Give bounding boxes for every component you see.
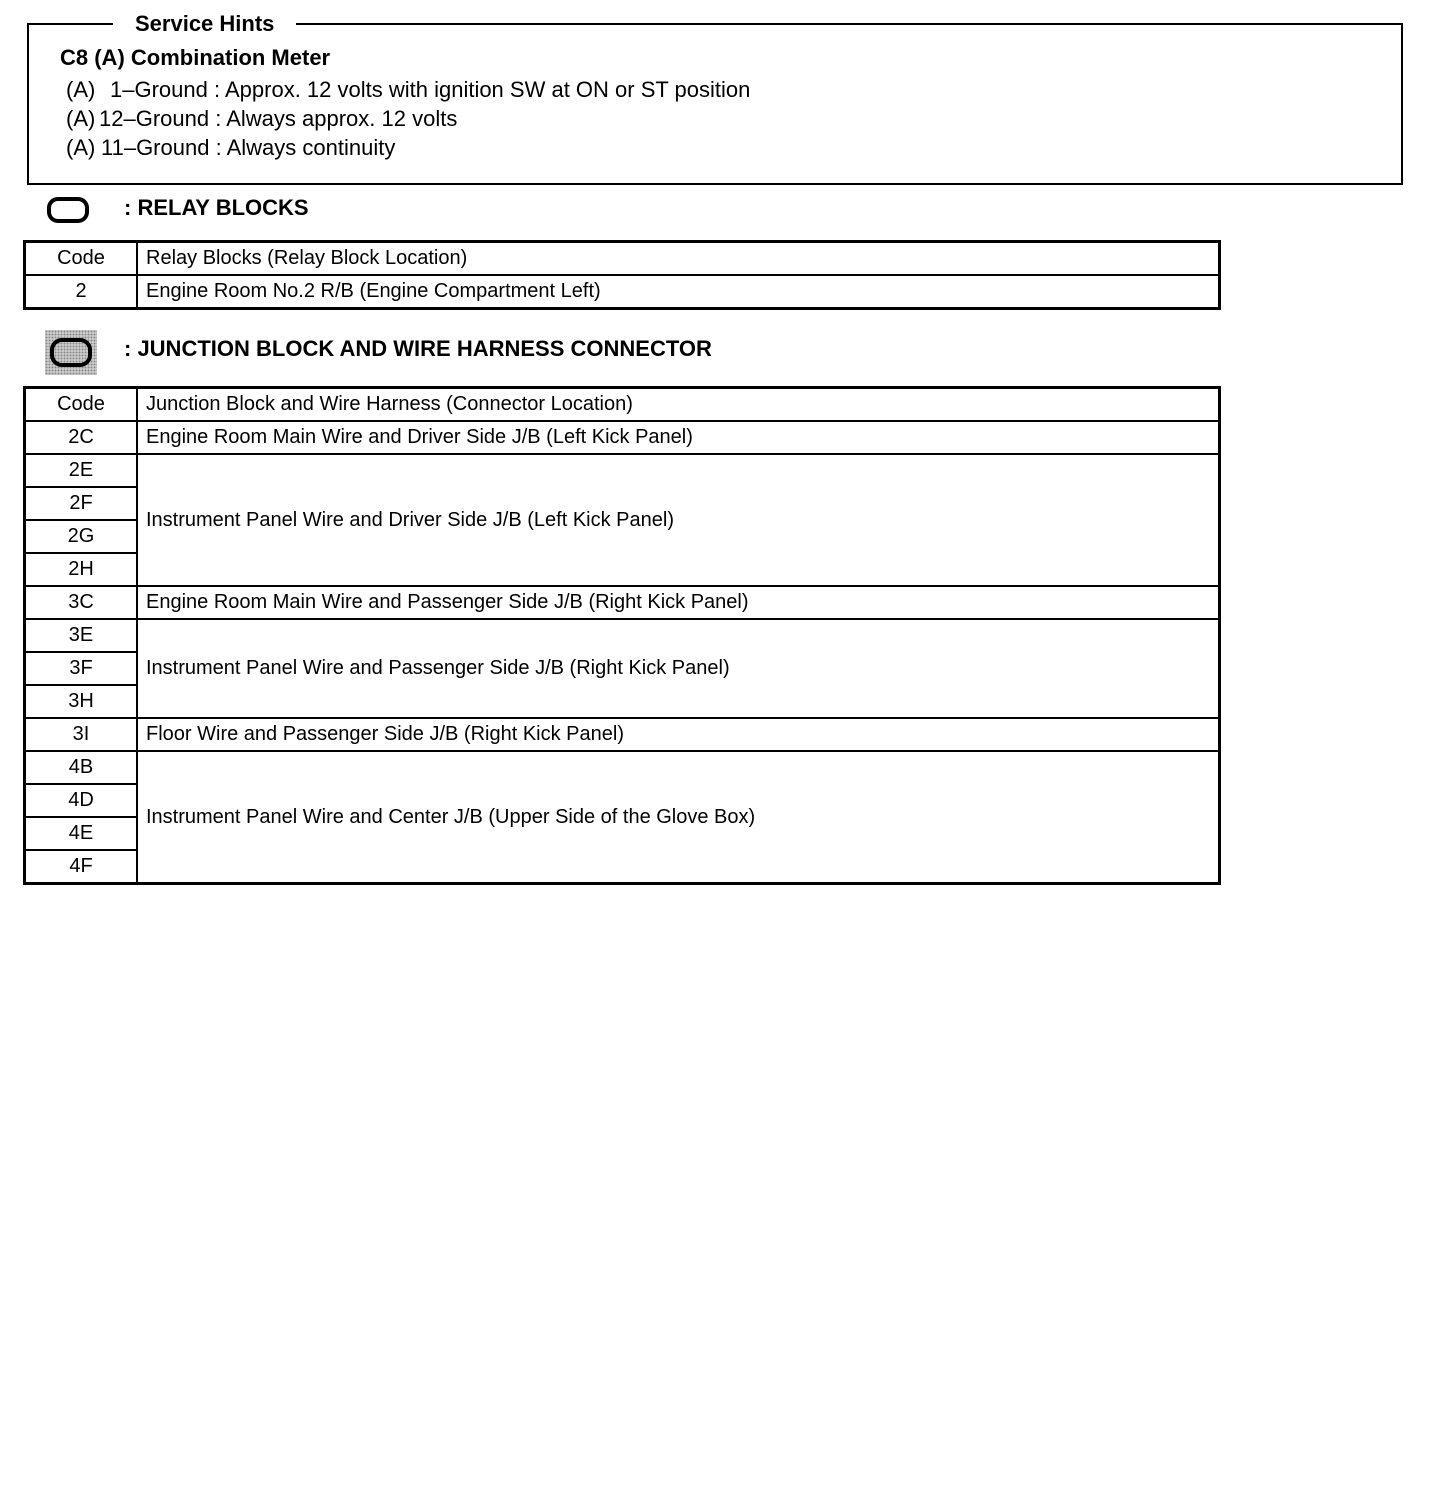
code-cell: 4B <box>25 751 138 784</box>
description-header: Relay Blocks (Relay Block Location) <box>137 242 1220 276</box>
rounded-rectangle-icon <box>47 197 89 223</box>
code-cell: 3F <box>25 652 138 685</box>
hint-text: : Always continuity <box>209 135 396 160</box>
hint-line <box>66 135 395 161</box>
table-row <box>25 586 1220 619</box>
code-cell: 3H <box>25 685 138 718</box>
table-row <box>25 454 1220 487</box>
shaded-rounded-rectangle-icon <box>50 338 92 367</box>
code-cell: 3E <box>25 619 138 652</box>
code-cell: 4D <box>25 784 138 817</box>
description-cell: Engine Room Main Wire and Passenger Side J/B (Right Kick Panel) <box>137 586 1220 619</box>
description-cell: Instrument Panel Wire and Driver Side J/B (Left Kick Panel) <box>137 454 1220 586</box>
code-cell: 3C <box>25 586 138 619</box>
hint-ref: (A) <box>66 106 96 131</box>
hint-pins: 12–Ground <box>99 106 210 131</box>
code-header: Code <box>25 388 138 422</box>
code-cell: 4E <box>25 817 138 850</box>
code-header: Code <box>25 242 138 276</box>
table-row <box>25 421 1220 454</box>
relay-blocks-heading: : RELAY BLOCKS <box>124 195 309 220</box>
hint-ref: (A) <box>66 77 96 102</box>
description-header: Junction Block and Wire Harness (Connector Location) <box>137 388 1220 422</box>
table-header-row <box>25 242 1220 276</box>
table-row <box>25 751 1220 784</box>
junction-block-heading: : JUNCTION BLOCK AND WIRE HARNESS CONNECTOR <box>124 336 712 361</box>
service-hints-title: Service Hints <box>113 11 296 37</box>
hint-pins: 11–Ground <box>101 135 210 160</box>
table-row <box>25 718 1220 751</box>
hint-text: : Approx. 12 volts with ignition SW at ON or ST position <box>207 77 751 102</box>
hint-pins: 1–Ground <box>110 77 208 102</box>
code-cell: 2G <box>25 520 138 553</box>
description-cell: Instrument Panel Wire and Passenger Side J/B (Right Kick Panel) <box>137 619 1220 718</box>
hint-line <box>66 106 457 132</box>
code-cell: 4F <box>25 850 138 884</box>
component-name: C8 (A) Combination Meter <box>60 45 331 70</box>
code-cell: 3I <box>25 718 138 751</box>
table-header-row <box>25 388 1220 422</box>
description-cell: Instrument Panel Wire and Center J/B (Upper Side of the Glove Box) <box>137 751 1220 884</box>
hint-line <box>66 77 750 103</box>
code-cell: 2H <box>25 553 138 586</box>
description-cell: Engine Room No.2 R/B (Engine Compartment Left) <box>137 275 1220 309</box>
code-cell: 2E <box>25 454 138 487</box>
code-cell: 2 <box>25 275 138 309</box>
relay-blocks-table <box>23 240 1221 310</box>
hint-ref: (A) <box>66 135 96 160</box>
table-row <box>25 619 1220 652</box>
hint-text: : Always approx. 12 volts <box>209 106 458 131</box>
service-hints-box <box>27 11 1403 185</box>
code-cell: 2F <box>25 487 138 520</box>
description-cell: Floor Wire and Passenger Side J/B (Right Kick Panel) <box>137 718 1220 751</box>
code-cell: 2C <box>25 421 138 454</box>
description-cell: Engine Room Main Wire and Driver Side J/B (Left Kick Panel) <box>137 421 1220 454</box>
junction-block-table <box>23 386 1221 885</box>
table-row <box>25 275 1220 309</box>
